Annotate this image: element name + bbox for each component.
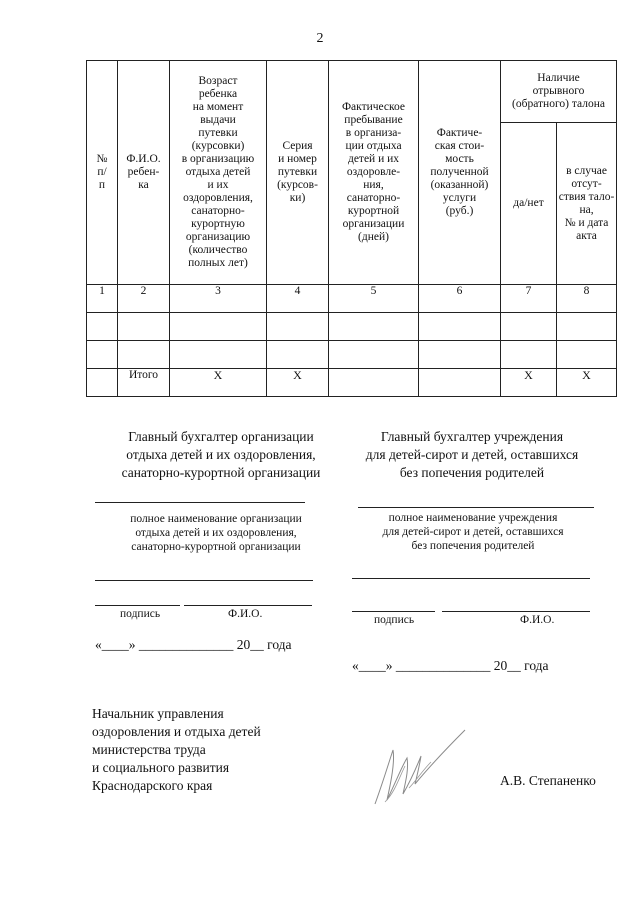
- header-talon-group: Наличие отрывного (обратного) талона: [501, 61, 617, 123]
- table-cell: [501, 341, 557, 369]
- report-table: [86, 60, 617, 397]
- total-cell: [329, 369, 419, 397]
- right-fio-label: Ф.И.О.: [520, 614, 555, 626]
- header-series: Серия и номер путевки (курсов- ки): [267, 61, 329, 285]
- total-cell: X: [557, 369, 617, 397]
- left-org-line-2: [95, 580, 313, 581]
- right-signature-line: [352, 611, 435, 612]
- empty-row: [87, 341, 617, 369]
- table-cell: [557, 313, 617, 341]
- total-label: Итого: [118, 369, 170, 397]
- col-num: 4: [267, 285, 329, 313]
- table-cell: [118, 313, 170, 341]
- header-talon-yesno: да/нет: [501, 123, 557, 285]
- page-number: 2: [316, 31, 324, 46]
- col-num: 5: [329, 285, 419, 313]
- total-cell: X: [267, 369, 329, 397]
- table-cell: [419, 341, 501, 369]
- right-org-line: [358, 507, 594, 508]
- header-talon-missing: в случае отсут- ствия тало- на, № и дата акта: [557, 123, 617, 285]
- table-cell: [87, 313, 118, 341]
- table-cell: [419, 313, 501, 341]
- left-org-line: [95, 502, 305, 503]
- col-num: 8: [557, 285, 617, 313]
- table-cell: [170, 313, 267, 341]
- header-cost: Фактиче- ская стои- мость полученной (оказанной) услуги (руб.): [419, 61, 501, 285]
- column-numbers-row: [87, 285, 617, 313]
- total-cell: [419, 369, 501, 397]
- total-cell: [87, 369, 118, 397]
- header-fio: Ф.И.О. ребен- ка: [118, 61, 170, 285]
- table-cell: [557, 341, 617, 369]
- total-row: [87, 369, 617, 397]
- col-num: 7: [501, 285, 557, 313]
- right-accountant-title: Главный бухгалтер учреждения для детей-сирот и детей, оставшихся без попечения родителей: [365, 429, 579, 480]
- table-cell: [267, 341, 329, 369]
- total-cell: X: [501, 369, 557, 397]
- right-org-line-2: [352, 578, 590, 579]
- header-num: № п/ п: [87, 61, 118, 285]
- col-num: 2: [118, 285, 170, 313]
- right-fio-line: [442, 611, 590, 612]
- empty-row: [87, 313, 617, 341]
- col-num: 3: [170, 285, 267, 313]
- official-position: Начальник управления оздоровления и отдыха детей министерства труда и социального развития Краснодарского края: [92, 706, 261, 793]
- total-cell: X: [170, 369, 267, 397]
- header-stay: Фактическое пребывание в организа- ции отдыха детей и их оздоровле- ния, санаторно- курортной организации (дней): [329, 61, 419, 285]
- table-cell: [170, 341, 267, 369]
- left-signature-label: подпись: [120, 608, 161, 620]
- right-date: «____» ______________ 20__ года: [352, 658, 549, 673]
- handwritten-signature: [365, 722, 475, 812]
- left-accountant-title: Главный бухгалтер организации отдыха детей и их оздоровления, санаторно-курортной организации: [121, 429, 321, 480]
- right-org-caption: полное наименование учреждения для детей-сирот и детей, оставшихся без попечения родителей: [382, 512, 564, 552]
- table-cell: [329, 341, 419, 369]
- left-fio-line: [184, 605, 312, 606]
- right-signature-label: подпись: [374, 614, 415, 626]
- header-age: Возраст ребенка на момент выдачи путевки (курсовки) в организацию отдыха детей и их оздоровления, санаторно- курортную организацию (количество полных лет): [170, 61, 267, 285]
- table-cell: [87, 341, 118, 369]
- col-num: 6: [419, 285, 501, 313]
- col-num: 1: [87, 285, 118, 313]
- left-date: «____» ______________ 20__ года: [95, 637, 292, 652]
- table-cell: [501, 313, 557, 341]
- left-org-caption: полное наименование организации отдыха детей и их оздоровления, санаторно-курортной организации: [130, 513, 302, 553]
- left-signature-line: [95, 605, 180, 606]
- table-cell: [267, 313, 329, 341]
- official-name: А.В. Степаненко: [500, 773, 596, 788]
- table-cell: [329, 313, 419, 341]
- left-fio-label: Ф.И.О.: [228, 608, 263, 620]
- table-cell: [118, 341, 170, 369]
